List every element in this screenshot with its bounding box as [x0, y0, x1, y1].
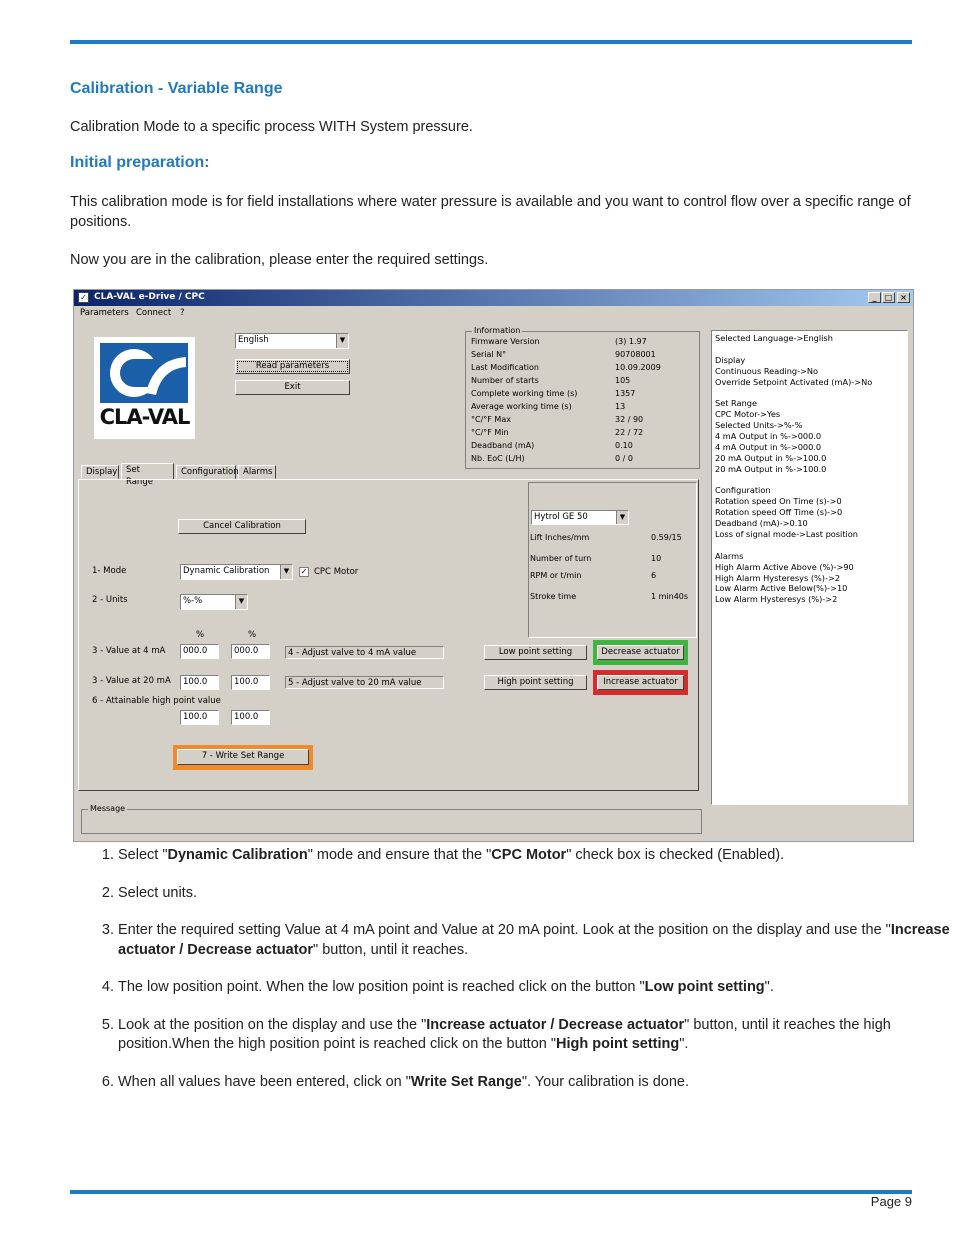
instruction-steps [70, 846, 954, 1110]
percent-header-b: % [248, 630, 257, 640]
low-point-setting-button[interactable]: Low point setting [484, 645, 587, 660]
cpc-motor-label: CPC Motor [314, 567, 359, 577]
mode-label: 1- Mode [92, 566, 127, 576]
log-line: 4 mA Output in %->000.0 [715, 431, 822, 442]
info-row-label: Deadband (mA) [471, 441, 535, 450]
maximize-button[interactable]: □ [882, 292, 895, 303]
step-item: 2. Select units. [118, 884, 954, 904]
high-point-setting-button[interactable]: High point setting [484, 675, 587, 690]
chevron-down-icon[interactable]: ▼ [336, 334, 348, 348]
log-line: 20 mA Output in %->100.0 [715, 463, 827, 474]
units-value: %-% [183, 596, 203, 606]
valve-row-value: 10 [651, 554, 662, 563]
info-row-value: (3) 1.97 [615, 337, 647, 346]
units-select[interactable] [180, 594, 248, 610]
log-line: Selected Language->English [715, 333, 833, 343]
log-line [715, 540, 904, 551]
intro-text: Calibration Mode to a specific process WITH System pressure. [70, 119, 473, 135]
app-icon: ✓ [78, 292, 89, 303]
language-value: English [238, 335, 269, 345]
info-row-label: Last Modification [471, 363, 539, 372]
log-line: Override Setpoint Activated (mA)->No [715, 376, 873, 387]
value-20ma-input-b[interactable]: 100.0 [231, 675, 270, 690]
info-row-label: Firmware Version [471, 337, 540, 346]
window-title: CLA-VAL e-Drive / CPC [94, 292, 205, 302]
value-4ma-label: 3 - Value at 4 mA [92, 646, 166, 656]
cancel-calibration-button[interactable]: Cancel Calibration [178, 519, 306, 534]
value-4ma-input-a[interactable]: 000.0 [180, 644, 219, 659]
close-button[interactable]: × [897, 292, 910, 303]
log-line: Display [715, 354, 746, 365]
info-row-value: 32 / 90 [615, 415, 644, 424]
tab-alarms[interactable]: Alarms [238, 465, 276, 479]
valve-row-label: Number of turn [530, 554, 592, 563]
log-line [715, 344, 904, 355]
increase-actuator-button[interactable]: Increase actuator [597, 675, 684, 690]
info-row-value: 105 [615, 376, 631, 385]
high-point-input-b[interactable]: 100.0 [231, 710, 270, 725]
chevron-down-icon[interactable]: ▼ [235, 595, 247, 609]
tab-configuration[interactable]: Configuration [176, 465, 236, 479]
section-heading: Calibration - Variable Range [70, 80, 283, 97]
now-text: Now you are in the calibration, please enter the required settings. [70, 252, 489, 268]
info-row-value: 13 [615, 402, 626, 411]
minimize-button[interactable]: _ [868, 292, 881, 303]
valve-row-value: 6 [651, 571, 657, 580]
valve-row-label: Lift Inches/mm [530, 533, 590, 542]
log-line: Set Range [715, 398, 757, 409]
cpc-motor-checkbox[interactable]: ✓ [300, 567, 308, 576]
tab-set-range[interactable]: Set Range [121, 463, 174, 480]
menu-help[interactable]: ? [180, 308, 185, 318]
valve-model-value: Hytrol GE 50 [534, 512, 588, 522]
logo-text: CLA-VAL [99, 405, 190, 429]
units-label: 2 - Units [92, 595, 128, 605]
log-line: Selected Units->%-% [715, 420, 803, 431]
exit-button[interactable]: Exit [235, 380, 350, 395]
info-row-value: 1357 [615, 389, 636, 398]
log-line: Low Alarm Hysteresys (%)->2 [715, 594, 838, 605]
chevron-down-icon[interactable]: ▼ [616, 511, 628, 524]
tab-display[interactable]: Display [81, 465, 119, 479]
prep-text: This calibration mode is for field installations where water pressure is available and you want to control flow over a specific range of positions. [70, 194, 911, 230]
chevron-down-icon[interactable]: ▼ [280, 565, 292, 579]
high-point-input-a[interactable]: 100.0 [180, 710, 219, 725]
log-line: Rotation speed Off Time (s)->0 [715, 507, 843, 518]
valve-model-select[interactable] [531, 510, 629, 525]
log-line: High Alarm Hysteresys (%)->2 [715, 572, 841, 583]
menu-parameters[interactable]: Parameters [80, 308, 129, 318]
log-line: Rotation speed On Time (s)->0 [715, 496, 842, 507]
log-line: Configuration [715, 485, 771, 496]
window-titlebar [74, 290, 913, 306]
info-row-label: Number of starts [471, 376, 539, 385]
cla-val-logo [94, 337, 195, 439]
information-title: Information [474, 326, 521, 335]
info-row-label: Complete working time (s) [471, 389, 578, 398]
read-parameters-button[interactable]: Read parameters [235, 359, 350, 374]
step-item: 3. Enter the required setting Value at 4 mA point and Value at 20 mA point. Look at the position on the display and use the "Increase actuator / Decrease actuator" button, until it reaches. [118, 921, 954, 960]
bottom-rule [70, 1190, 912, 1194]
log-line: Alarms [715, 550, 744, 561]
info-row-label: Serial N° [471, 350, 507, 359]
adjust-20ma-hint: 5 - Adjust valve to 20 mA value [285, 676, 444, 689]
log-line: 4 mA Output in %->000.0 [715, 441, 822, 452]
log-line: CPC Motor->Yes [715, 409, 781, 420]
mode-value: Dynamic Calibration [183, 566, 270, 576]
message-group [81, 804, 702, 834]
step-item: 5. Look at the position on the display and use the "Increase actuator / Decrease actuator" button, until it reaches the high position.When the high position point is reached click on the button "High point setting". [118, 1016, 954, 1055]
log-line [715, 387, 904, 398]
log-line: 20 mA Output in %->100.0 [715, 452, 827, 463]
info-row-value: 90708001 [615, 350, 656, 359]
value-20ma-label: 3 - Value at 20 mA [92, 676, 171, 686]
valve-row-label: RPM or t/min [530, 571, 582, 580]
log-line: Loss of signal mode->Last position [715, 529, 858, 540]
write-set-range-button[interactable]: 7 - Write Set Range [177, 749, 309, 765]
log-line: Continuous Reading->No [715, 365, 819, 376]
info-row-label: °C/°F Min [471, 428, 509, 437]
page-number: Page 9 [870, 1194, 912, 1209]
valve-row-value: 1 min40s [651, 592, 689, 601]
info-row-label: Average working time (s) [471, 402, 572, 411]
mode-select[interactable] [180, 564, 293, 580]
step-item: 4. The low position point. When the low position point is reached click on the button "Low point setting". [118, 978, 954, 998]
percent-header-a: % [196, 630, 205, 640]
value-20ma-input-a[interactable]: 100.0 [180, 675, 219, 690]
log-line: Deadband (mA)->0.10 [715, 518, 808, 529]
log-line: High Alarm Active Above (%)->90 [715, 561, 854, 572]
value-4ma-input-b[interactable]: 000.0 [231, 644, 270, 659]
high-point-label: 6 - Attainable high point value [92, 696, 221, 706]
info-row-label: °C/°F Max [471, 415, 511, 424]
info-row-value: 22 / 72 [615, 428, 644, 437]
subsection-heading: Initial preparation: [70, 154, 210, 171]
language-select[interactable] [235, 333, 349, 349]
adjust-4ma-hint: 4 - Adjust valve to 4 mA value [285, 646, 444, 659]
message-label: Message [90, 804, 126, 813]
top-rule [70, 40, 912, 44]
app-window [73, 289, 914, 842]
info-row-value: 10.09.2009 [615, 363, 661, 372]
info-row-value: 0.10 [615, 441, 633, 450]
menu-bar [74, 306, 913, 320]
info-row-label: Nb. EoC (L/H) [471, 454, 525, 463]
info-row-value: 0 / 0 [615, 454, 633, 463]
step-item: 1. Select "Dynamic Calibration" mode and ensure that the "CPC Motor" check box is checked (Enabled). [118, 846, 954, 866]
valve-row-value: 0.59/15 [651, 533, 682, 542]
step-item: 6. When all values have been entered, click on "Write Set Range". Your calibration is done. [118, 1073, 954, 1093]
settings-log [711, 330, 908, 805]
valve-row-label: Stroke time [530, 592, 577, 601]
log-line: Low Alarm Active Below(%)->10 [715, 583, 848, 594]
log-line [715, 475, 904, 486]
decrease-actuator-button[interactable]: Decrease actuator [597, 645, 684, 660]
menu-connect[interactable]: Connect [136, 308, 172, 318]
